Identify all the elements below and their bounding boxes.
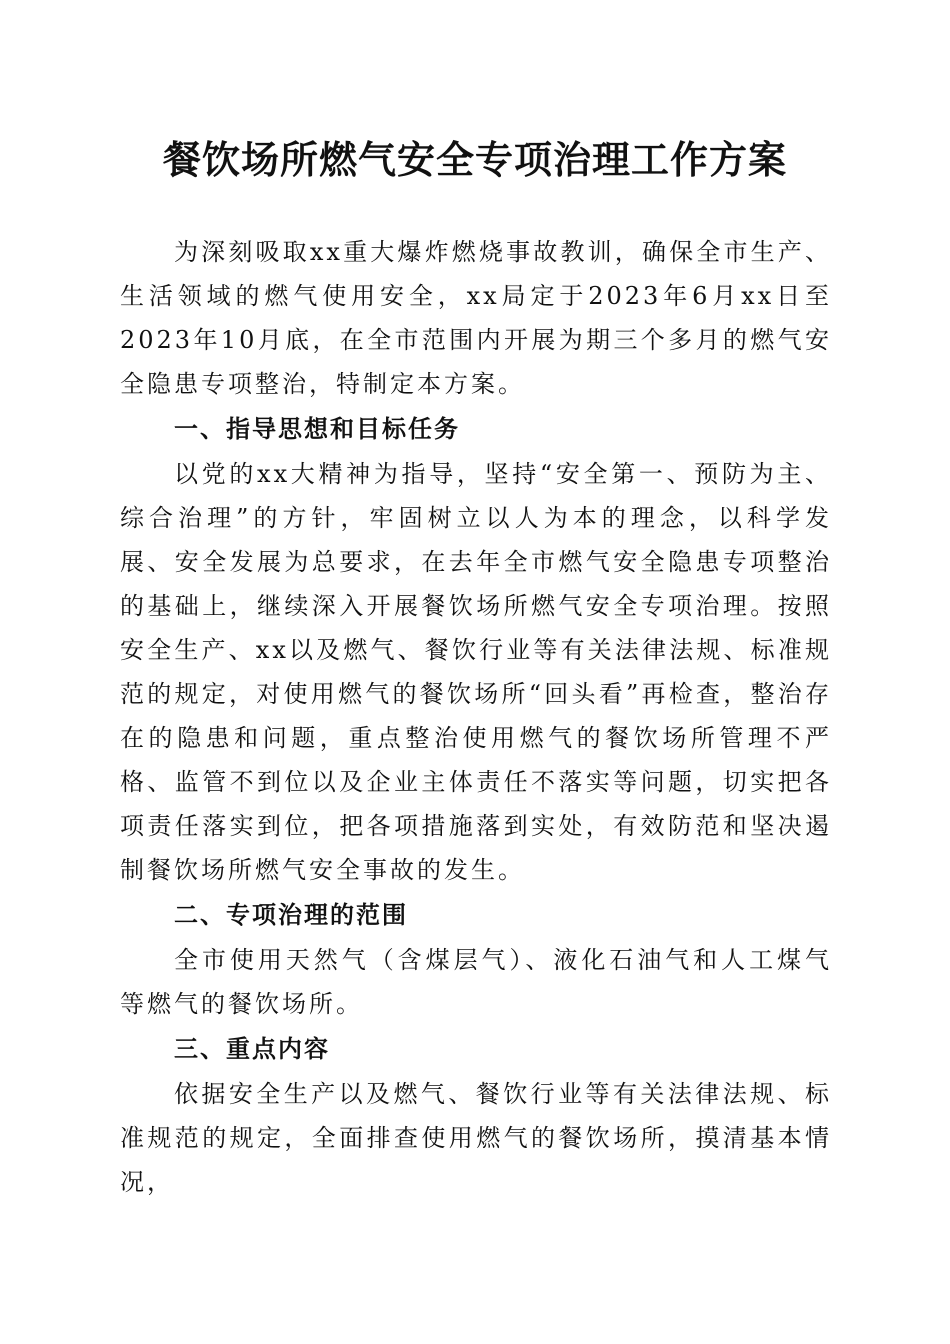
section-heading-3: 三、重点内容 [174, 1035, 330, 1063]
intro-paragraph: 为深刻吸取xx重大爆炸燃烧事故教训，确保全市生产、生活领域的燃气使用安全，xx局定于2023年6月xx日至2023年10月底，在全市范围内开展为期三个多月的燃气安全隐患专项整治，特制定本方案。 [120, 238, 832, 398]
document-title: 餐饮场所燃气安全专项治理工作方案 [162, 137, 787, 182]
section-2-paragraph: 全市使用天然气（含煤层气）、液化石油气和人工煤气等燃气的餐饮场所。 [120, 946, 832, 1018]
document-body [120, 230, 832, 1204]
section-1-paragraph: 以党的xx大精神为指导，坚持“安全第一、预防为主、综合治理”的方针，牢固树立以人为本的理念，以科学发展、安全发展为总要求，在去年全市燃气安全隐患专项整治的基础上，继续深入开展餐饮场所燃气安全专项治理。按照安全生产、xx以及燃气、餐饮行业等有关法律法规、标准规范的规定，对使用燃气的餐饮场所“回头看”再检查，整治存在的隐患和问题，重点整治使用燃气的餐饮场所管理不严格、监管不到位以及企业主体责任不落实等问题，切实把各项责任落实到位，把各项措施落到实处，有效防范和坚决遏制餐饮场所燃气安全事故的发生。 [120, 460, 832, 884]
section-heading-2: 二、专项治理的范围 [174, 901, 408, 929]
section-heading-1: 一、指导思想和目标任务 [174, 415, 460, 443]
section-3-paragraph: 依据安全生产以及燃气、餐饮行业等有关法律法规、标准规范的规定，全面排查使用燃气的餐饮场所，摸清基本情况， [120, 1080, 832, 1196]
